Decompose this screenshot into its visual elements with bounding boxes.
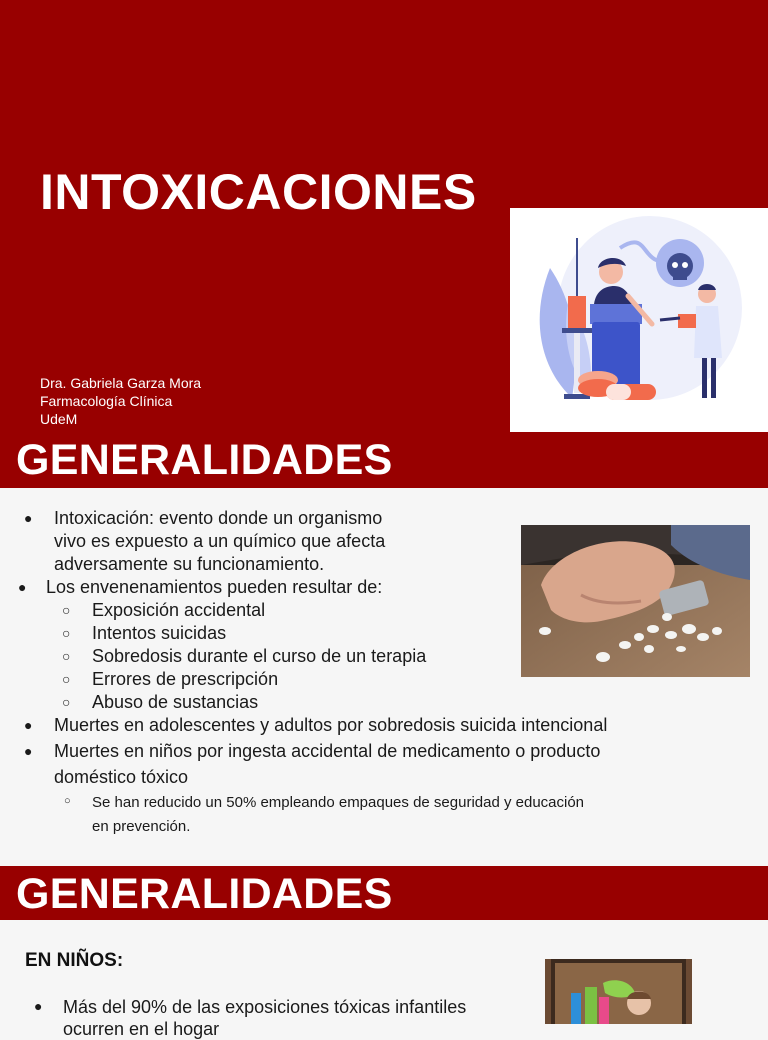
subheading: EN NIÑOS:: [25, 950, 124, 971]
title-slide: [0, 0, 768, 432]
hand-with-pills-photo: [521, 525, 750, 677]
author-course: Farmacología Clínica: [40, 393, 173, 409]
hollow-bullet-icon: ○: [62, 625, 71, 641]
bullet-icon: ●: [24, 717, 33, 733]
section-header: [0, 866, 768, 920]
list-item: Los envenenamientos pueden resultar de:: [46, 577, 383, 597]
author-name: Dra. Gabriela Garza Mora: [40, 375, 202, 391]
sub-list-item: Exposición accidental: [92, 600, 266, 620]
list-item: Intoxicación: evento donde un organismo: [54, 508, 383, 528]
list-item-continuation: doméstico tóxico: [54, 767, 189, 787]
section-heading: GENERALIDADES: [16, 870, 393, 918]
author-institution: UdeM: [40, 411, 78, 427]
sub-list-item: Sobredosis durante el curso de un terapia: [92, 646, 427, 666]
sub-list-item: Abuso de sustancias: [92, 692, 259, 712]
hollow-bullet-icon: ○: [62, 694, 71, 710]
list-item: Más del 90% de las exposiciones tóxicas infantiles ocurren en el hogar: [63, 997, 467, 1039]
slide-title: INTOXICACIONES: [40, 164, 477, 220]
hollow-bullet-icon: ○: [62, 671, 71, 687]
hollow-bullet-icon: ○: [62, 602, 71, 618]
generalidades-ninos-slide: [0, 866, 768, 1039]
doctor-poison-illustration: [510, 208, 768, 433]
sub-list-item: Se han reducido un 50% empleando empaques de seguridad y educación: [92, 794, 585, 811]
generalidades-slide: [0, 432, 768, 857]
sub-list-item: Intentos suicidas: [92, 623, 227, 643]
hollow-bullet-icon: ○: [62, 648, 71, 664]
hollow-bullet-icon: ○: [64, 795, 71, 807]
author-block: [40, 374, 201, 428]
list-item-continuation: vivo es expuesto a un químico que afecta: [54, 531, 386, 551]
sub-list-item-continuation: en prevención.: [92, 818, 191, 835]
section-heading: GENERALIDADES: [16, 436, 393, 484]
child-with-household-products-photo: [545, 959, 692, 1024]
bullet-icon: ●: [24, 510, 33, 526]
list-item: Muertes en adolescentes y adultos por sobredosis suicida intencional: [54, 715, 608, 735]
bullet-icon: ●: [18, 579, 27, 595]
list-item: Muertes en niños por ingesta accidental de medicamento o producto: [54, 741, 601, 761]
section-header: [0, 432, 768, 488]
sub-list-item: Errores de prescripción: [92, 669, 279, 689]
bullet-icon: ●: [34, 998, 43, 1014]
list-item-continuation: adversamente su funcionamiento.: [54, 554, 325, 574]
bullet-icon: ●: [24, 743, 33, 759]
